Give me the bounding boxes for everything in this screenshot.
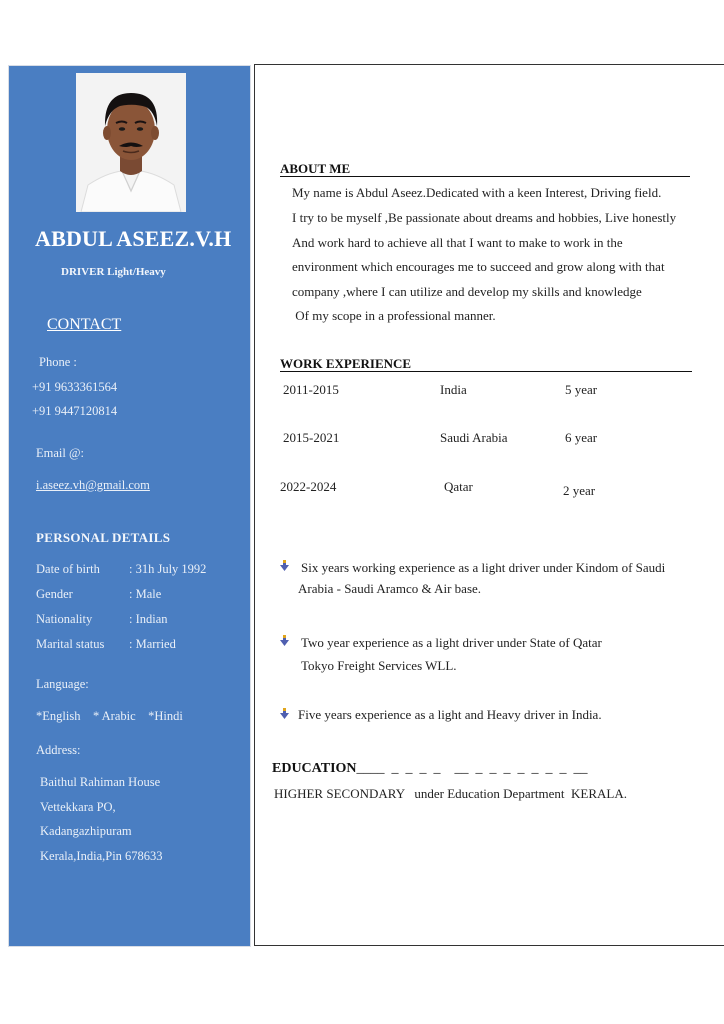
experience-bullet-3-line-1: Five years experience as a light and Heavy driver in India. bbox=[298, 707, 602, 722]
education-heading bbox=[272, 761, 588, 777]
job-role: DRIVER Light/Heavy bbox=[61, 266, 166, 278]
experience-bullet-1-line-1: Six years working experience as a light driver under Kindom of Saudi bbox=[301, 560, 666, 575]
marital-status-value: : Married bbox=[129, 637, 176, 651]
about-line-5: company ,where I can utilize and develop my skills and knowledge bbox=[292, 284, 642, 299]
sidebar bbox=[8, 65, 251, 947]
address-line-1: Baithul Rahiman House bbox=[40, 775, 161, 789]
work-row-2-duration: 6 year bbox=[565, 430, 598, 445]
marital-status-label: Marital status bbox=[36, 637, 105, 651]
work-row-2-years: 2015-2021 bbox=[283, 430, 340, 445]
arrow-bullet-icon bbox=[280, 560, 289, 571]
education-line: HIGHER SECONDARY under Education Department KERALA. bbox=[274, 786, 627, 801]
about-line-6: Of my scope in a professional manner. bbox=[292, 308, 496, 323]
about-line-4: environment which encourages me to succeed and grow along with that bbox=[292, 259, 665, 274]
address-line-4: Kerala,India,Pin 678633 bbox=[40, 849, 163, 863]
phone-number-1: +91 9633361564 bbox=[32, 380, 118, 394]
work-row-3-country: Qatar bbox=[444, 479, 473, 494]
about-line-2: I try to be myself ,Be passionate about dreams and hobbies, Live honestly bbox=[292, 210, 677, 225]
work-row-3-years: 2022-2024 bbox=[280, 479, 337, 494]
language-label: Language: bbox=[36, 677, 89, 691]
email-link[interactable]: i.aseez.vh@gmail.com bbox=[36, 478, 150, 492]
about-me-heading bbox=[280, 162, 690, 177]
about-line-3: And work hard to achieve all that I want to make to work in the bbox=[292, 235, 623, 250]
profile-photo bbox=[76, 73, 186, 212]
languages-list: *English * Arabic *Hindi bbox=[36, 709, 183, 723]
work-experience-heading bbox=[280, 357, 692, 372]
work-row-1-years: 2011-2015 bbox=[283, 382, 339, 397]
candidate-name: ABDUL ASEEZ.V.H bbox=[35, 226, 232, 251]
education-heading-trail: ____ _ _ _ _ __ _ _ _ _ _ _ _ __ bbox=[356, 761, 588, 776]
portrait-icon bbox=[76, 73, 186, 212]
experience-bullet-1-line-2: Arabia - Saudi Aramco & Air base. bbox=[298, 581, 482, 596]
gender-label: Gender bbox=[36, 587, 73, 601]
gender-value: : Male bbox=[129, 587, 162, 601]
personal-details-heading: PERSONAL DETAILS bbox=[36, 530, 171, 545]
work-row-1-duration: 5 year bbox=[565, 382, 598, 397]
work-row-3-duration: 2 year bbox=[563, 483, 596, 498]
experience-bullet-2-line-1: Two year experience as a light driver under State of Qatar bbox=[301, 635, 602, 650]
work-row-1-country: India bbox=[440, 382, 467, 397]
address-label: Address: bbox=[36, 743, 81, 757]
address-line-2: Vettekkara PO, bbox=[40, 800, 116, 814]
experience-bullet-2-line-2: Tokyo Freight Services WLL. bbox=[301, 658, 457, 673]
phone-number-2: +91 9447120814 bbox=[32, 404, 118, 418]
phone-label: Phone : bbox=[39, 355, 77, 369]
dob-label: Date of birth bbox=[36, 562, 100, 576]
work-experience-heading-text: WORK EXPERIENCE bbox=[280, 356, 412, 371]
work-row-2-country: Saudi Arabia bbox=[440, 430, 508, 445]
about-line-1: My name is Abdul Aseez.Dedicated with a keen Interest, Driving field. bbox=[292, 185, 662, 200]
nationality-value: : Indian bbox=[129, 612, 168, 626]
nationality-label: Nationality bbox=[36, 612, 93, 626]
arrow-bullet-icon bbox=[280, 708, 289, 719]
email-label: Email @: bbox=[36, 446, 84, 460]
dob-value: : 31h July 1992 bbox=[129, 562, 207, 576]
contact-heading: CONTACT bbox=[47, 316, 122, 333]
address-line-3: Kadangazhipuram bbox=[40, 824, 132, 838]
arrow-bullet-icon bbox=[280, 635, 289, 646]
about-me-heading-text: ABOUT ME bbox=[280, 161, 351, 176]
education-heading-text: EDUCATION bbox=[272, 761, 357, 776]
